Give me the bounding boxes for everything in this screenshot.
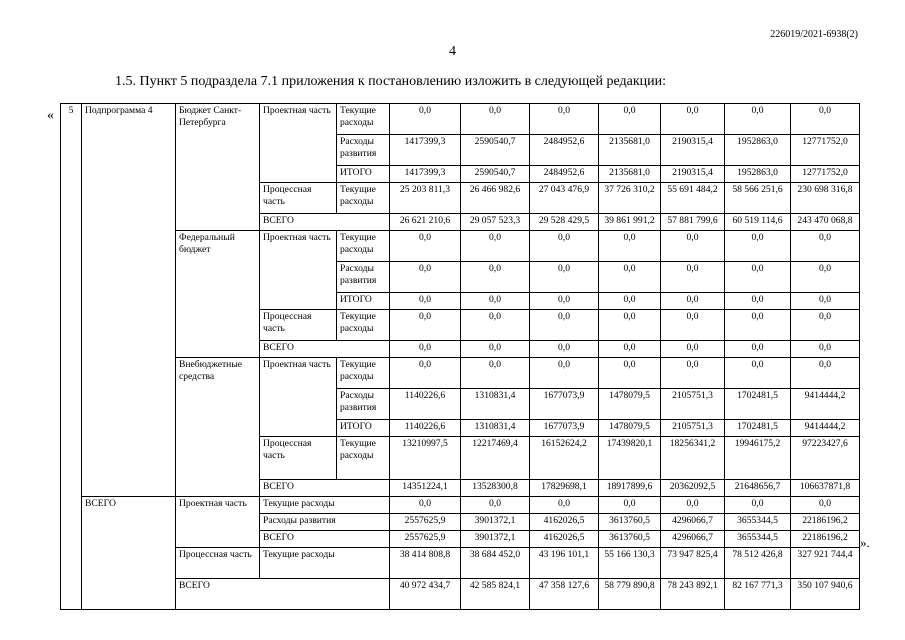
vsego-label: ВСЕГО xyxy=(260,214,390,231)
value-cell: 0,0 xyxy=(390,104,461,135)
value-cell: 29 528 429,5 xyxy=(530,214,599,231)
value-cell: 0,0 xyxy=(725,104,791,135)
value-cell: 1140226,6 xyxy=(390,389,461,420)
value-cell: 22186196,2 xyxy=(791,531,860,548)
total-label: ВСЕГО xyxy=(82,497,176,610)
value-cell: 20362092,5 xyxy=(661,480,725,497)
value-cell: 0,0 xyxy=(661,497,725,514)
process-part-label: Процессная часть xyxy=(260,437,337,480)
value-cell: 26 466 982,6 xyxy=(461,183,530,214)
value-cell: 0,0 xyxy=(530,231,599,262)
value-cell: 0,0 xyxy=(661,358,725,389)
value-cell: 82 167 771,3 xyxy=(725,579,791,610)
grand-total-label: ВСЕГО xyxy=(176,579,390,610)
process-part-label: Процессная часть xyxy=(260,310,337,341)
value-cell: 0,0 xyxy=(791,341,860,358)
value-cell: 0,0 xyxy=(530,293,599,310)
value-cell: 21648656,7 xyxy=(725,480,791,497)
vsego-label: ВСЕГО xyxy=(260,531,390,548)
value-cell: 9414444,2 xyxy=(791,389,860,420)
value-cell: 25 203 811,3 xyxy=(390,183,461,214)
value-cell: 1310831,4 xyxy=(461,389,530,420)
value-cell: 12217469,4 xyxy=(461,437,530,480)
value-cell: 26 621 210,6 xyxy=(390,214,461,231)
process-part-label: Процессная часть xyxy=(176,548,260,579)
value-cell: 0,0 xyxy=(661,231,725,262)
value-cell: 0,0 xyxy=(599,262,661,293)
itogo-label: ИТОГО xyxy=(337,420,390,437)
value-cell: 350 107 940,6 xyxy=(791,579,860,610)
value-cell: 0,0 xyxy=(461,104,530,135)
development-expenses-label: Расходы развития xyxy=(337,389,390,420)
development-expenses-label: Расходы развития xyxy=(260,514,390,531)
value-cell: 0,0 xyxy=(461,497,530,514)
value-cell: 4296066,7 xyxy=(661,514,725,531)
value-cell: 2590540,7 xyxy=(461,135,530,166)
value-cell: 0,0 xyxy=(661,262,725,293)
project-part-label: Проектная часть xyxy=(260,231,337,310)
value-cell: 1677073,9 xyxy=(530,420,599,437)
table-row xyxy=(61,548,860,579)
value-cell: 0,0 xyxy=(599,341,661,358)
value-cell: 0,0 xyxy=(390,293,461,310)
value-cell: 78 512 426,8 xyxy=(725,548,791,579)
table-row xyxy=(61,104,860,135)
value-cell: 0,0 xyxy=(725,341,791,358)
row-number: 5 xyxy=(61,104,82,610)
value-cell: 0,0 xyxy=(390,341,461,358)
value-cell: 0,0 xyxy=(461,262,530,293)
value-cell: 2590540,7 xyxy=(461,166,530,183)
table-row xyxy=(61,231,860,262)
value-cell: 9414444,2 xyxy=(791,420,860,437)
value-cell: 17439820,1 xyxy=(599,437,661,480)
value-cell: 0,0 xyxy=(461,341,530,358)
value-cell: 1952863,0 xyxy=(725,166,791,183)
development-expenses-label: Расходы развития xyxy=(337,262,390,293)
value-cell: 57 881 799,6 xyxy=(661,214,725,231)
value-cell: 0,0 xyxy=(725,358,791,389)
value-cell: 2484952,6 xyxy=(530,166,599,183)
value-cell: 12771752,0 xyxy=(791,166,860,183)
value-cell: 0,0 xyxy=(461,293,530,310)
project-part-label: Проектная часть xyxy=(176,497,260,548)
page-number: 4 xyxy=(449,44,456,59)
value-cell: 1140226,6 xyxy=(390,420,461,437)
current-expenses-label: Текущие расходы xyxy=(337,437,390,480)
value-cell: 0,0 xyxy=(791,262,860,293)
value-cell: 55 166 130,3 xyxy=(599,548,661,579)
value-cell: 17829698,1 xyxy=(530,480,599,497)
value-cell: 1702481,5 xyxy=(725,389,791,420)
value-cell: 29 057 523,3 xyxy=(461,214,530,231)
current-expenses-label: Текущие расходы xyxy=(337,231,390,262)
itogo-label: ИТОГО xyxy=(337,166,390,183)
value-cell: 14351224,1 xyxy=(390,480,461,497)
value-cell: 39 861 991,2 xyxy=(599,214,661,231)
value-cell: 106637871,8 xyxy=(791,480,860,497)
value-cell: 1478079,5 xyxy=(599,389,661,420)
value-cell: 3901372,1 xyxy=(461,514,530,531)
value-cell: 19946175,2 xyxy=(725,437,791,480)
itogo-label: ИТОГО xyxy=(337,293,390,310)
value-cell: 1478079,5 xyxy=(599,420,661,437)
value-cell: 1677073,9 xyxy=(530,389,599,420)
value-cell: 327 921 744,4 xyxy=(791,548,860,579)
value-cell: 3655344,5 xyxy=(725,531,791,548)
value-cell: 3613760,5 xyxy=(599,531,661,548)
value-cell: 0,0 xyxy=(725,497,791,514)
opening-quote: « xyxy=(47,108,54,123)
value-cell: 0,0 xyxy=(461,358,530,389)
value-cell: 18256341,2 xyxy=(661,437,725,480)
value-cell: 0,0 xyxy=(530,497,599,514)
value-cell: 22186196,2 xyxy=(791,514,860,531)
budget-source-extra: Внебюджетные средства xyxy=(176,358,260,497)
value-cell: 0,0 xyxy=(791,497,860,514)
value-cell: 0,0 xyxy=(599,231,661,262)
value-cell: 0,0 xyxy=(461,231,530,262)
value-cell: 0,0 xyxy=(599,104,661,135)
vsego-label: ВСЕГО xyxy=(260,480,390,497)
value-cell: 0,0 xyxy=(530,358,599,389)
value-cell: 2105751,3 xyxy=(661,420,725,437)
value-cell: 27 043 476,9 xyxy=(530,183,599,214)
document-number: 226019/2021-6938(2) xyxy=(770,29,858,40)
value-cell: 2135681,0 xyxy=(599,166,661,183)
budget-source-federal: Федеральный бюджет xyxy=(176,231,260,358)
value-cell: 0,0 xyxy=(530,341,599,358)
value-cell: 13528300,8 xyxy=(461,480,530,497)
value-cell: 0,0 xyxy=(661,310,725,341)
value-cell: 55 691 484,2 xyxy=(661,183,725,214)
value-cell: 0,0 xyxy=(725,231,791,262)
value-cell: 18917899,6 xyxy=(599,480,661,497)
value-cell: 12771752,0 xyxy=(791,135,860,166)
value-cell: 0,0 xyxy=(599,358,661,389)
value-cell: 43 196 101,1 xyxy=(530,548,599,579)
value-cell: 0,0 xyxy=(791,231,860,262)
value-cell: 0,0 xyxy=(791,104,860,135)
value-cell: 60 519 114,6 xyxy=(725,214,791,231)
current-expenses-label: Текущие расходы xyxy=(337,310,390,341)
value-cell: 37 726 310,2 xyxy=(599,183,661,214)
value-cell: 243 470 068,8 xyxy=(791,214,860,231)
closing-quote: ». xyxy=(860,535,870,550)
value-cell: 0,0 xyxy=(599,497,661,514)
value-cell: 2557625,9 xyxy=(390,531,461,548)
budget-source-spb: Бюджет Санкт-Петербурга xyxy=(176,104,260,231)
value-cell: 38 684 452,0 xyxy=(461,548,530,579)
current-expenses-label: Текущие расходы xyxy=(260,497,390,514)
table-row xyxy=(61,497,860,514)
value-cell: 1417399,3 xyxy=(390,135,461,166)
value-cell: 0,0 xyxy=(725,293,791,310)
value-cell: 40 972 434,7 xyxy=(390,579,461,610)
value-cell: 3655344,5 xyxy=(725,514,791,531)
table-row xyxy=(61,358,860,389)
value-cell: 16152624,2 xyxy=(530,437,599,480)
value-cell: 4296066,7 xyxy=(661,531,725,548)
value-cell: 0,0 xyxy=(791,310,860,341)
value-cell: 0,0 xyxy=(461,310,530,341)
value-cell: 2135681,0 xyxy=(599,135,661,166)
value-cell: 2484952,6 xyxy=(530,135,599,166)
section-heading: 1.5. Пункт 5 подраздела 7.1 приложения к постановлению изложить в следующей редакции: xyxy=(115,74,667,89)
budget-table xyxy=(60,103,860,610)
current-expenses-label: Текущие расходы xyxy=(337,183,390,214)
value-cell: 58 566 251,6 xyxy=(725,183,791,214)
table-row xyxy=(61,579,860,610)
value-cell: 230 698 316,8 xyxy=(791,183,860,214)
program-name: Подпрограмма 4 xyxy=(82,104,176,497)
value-cell: 3901372,1 xyxy=(461,531,530,548)
current-expenses-label: Текущие расходы xyxy=(337,358,390,389)
value-cell: 2105751,3 xyxy=(661,389,725,420)
value-cell: 0,0 xyxy=(791,293,860,310)
value-cell: 3613760,5 xyxy=(599,514,661,531)
process-part-label: Процессная часть xyxy=(260,183,337,214)
value-cell: 0,0 xyxy=(530,310,599,341)
value-cell: 73 947 825,4 xyxy=(661,548,725,579)
value-cell: 0,0 xyxy=(725,310,791,341)
value-cell: 0,0 xyxy=(791,358,860,389)
value-cell: 47 358 127,6 xyxy=(530,579,599,610)
value-cell: 1310831,4 xyxy=(461,420,530,437)
value-cell: 0,0 xyxy=(661,293,725,310)
value-cell: 42 585 824,1 xyxy=(461,579,530,610)
value-cell: 1417399,3 xyxy=(390,166,461,183)
value-cell: 2190315,4 xyxy=(661,166,725,183)
value-cell: 0,0 xyxy=(530,104,599,135)
value-cell: 38 414 808,8 xyxy=(390,548,461,579)
value-cell: 0,0 xyxy=(390,310,461,341)
value-cell: 2557625,9 xyxy=(390,514,461,531)
development-expenses-label: Расходы развития xyxy=(337,135,390,166)
value-cell: 58 779 890,8 xyxy=(599,579,661,610)
value-cell: 0,0 xyxy=(390,358,461,389)
value-cell: 78 243 892,1 xyxy=(661,579,725,610)
vsego-label: ВСЕГО xyxy=(260,341,390,358)
value-cell: 0,0 xyxy=(390,497,461,514)
current-expenses-label: Текущие расходы xyxy=(260,548,390,579)
value-cell: 13210997,5 xyxy=(390,437,461,480)
value-cell: 1702481,5 xyxy=(725,420,791,437)
current-expenses-label: Текущие расходы xyxy=(337,104,390,135)
value-cell: 0,0 xyxy=(599,293,661,310)
value-cell: 2190315,4 xyxy=(661,135,725,166)
value-cell: 0,0 xyxy=(599,310,661,341)
project-part-label: Проектная часть xyxy=(260,104,337,183)
value-cell: 0,0 xyxy=(725,262,791,293)
value-cell: 0,0 xyxy=(390,262,461,293)
value-cell: 1952863,0 xyxy=(725,135,791,166)
value-cell: 0,0 xyxy=(530,262,599,293)
value-cell: 4162026,5 xyxy=(530,531,599,548)
value-cell: 97223427,6 xyxy=(791,437,860,480)
value-cell: 0,0 xyxy=(390,231,461,262)
value-cell: 4162026,5 xyxy=(530,514,599,531)
project-part-label: Проектная часть xyxy=(260,358,337,437)
value-cell: 0,0 xyxy=(661,104,725,135)
value-cell: 0,0 xyxy=(661,341,725,358)
